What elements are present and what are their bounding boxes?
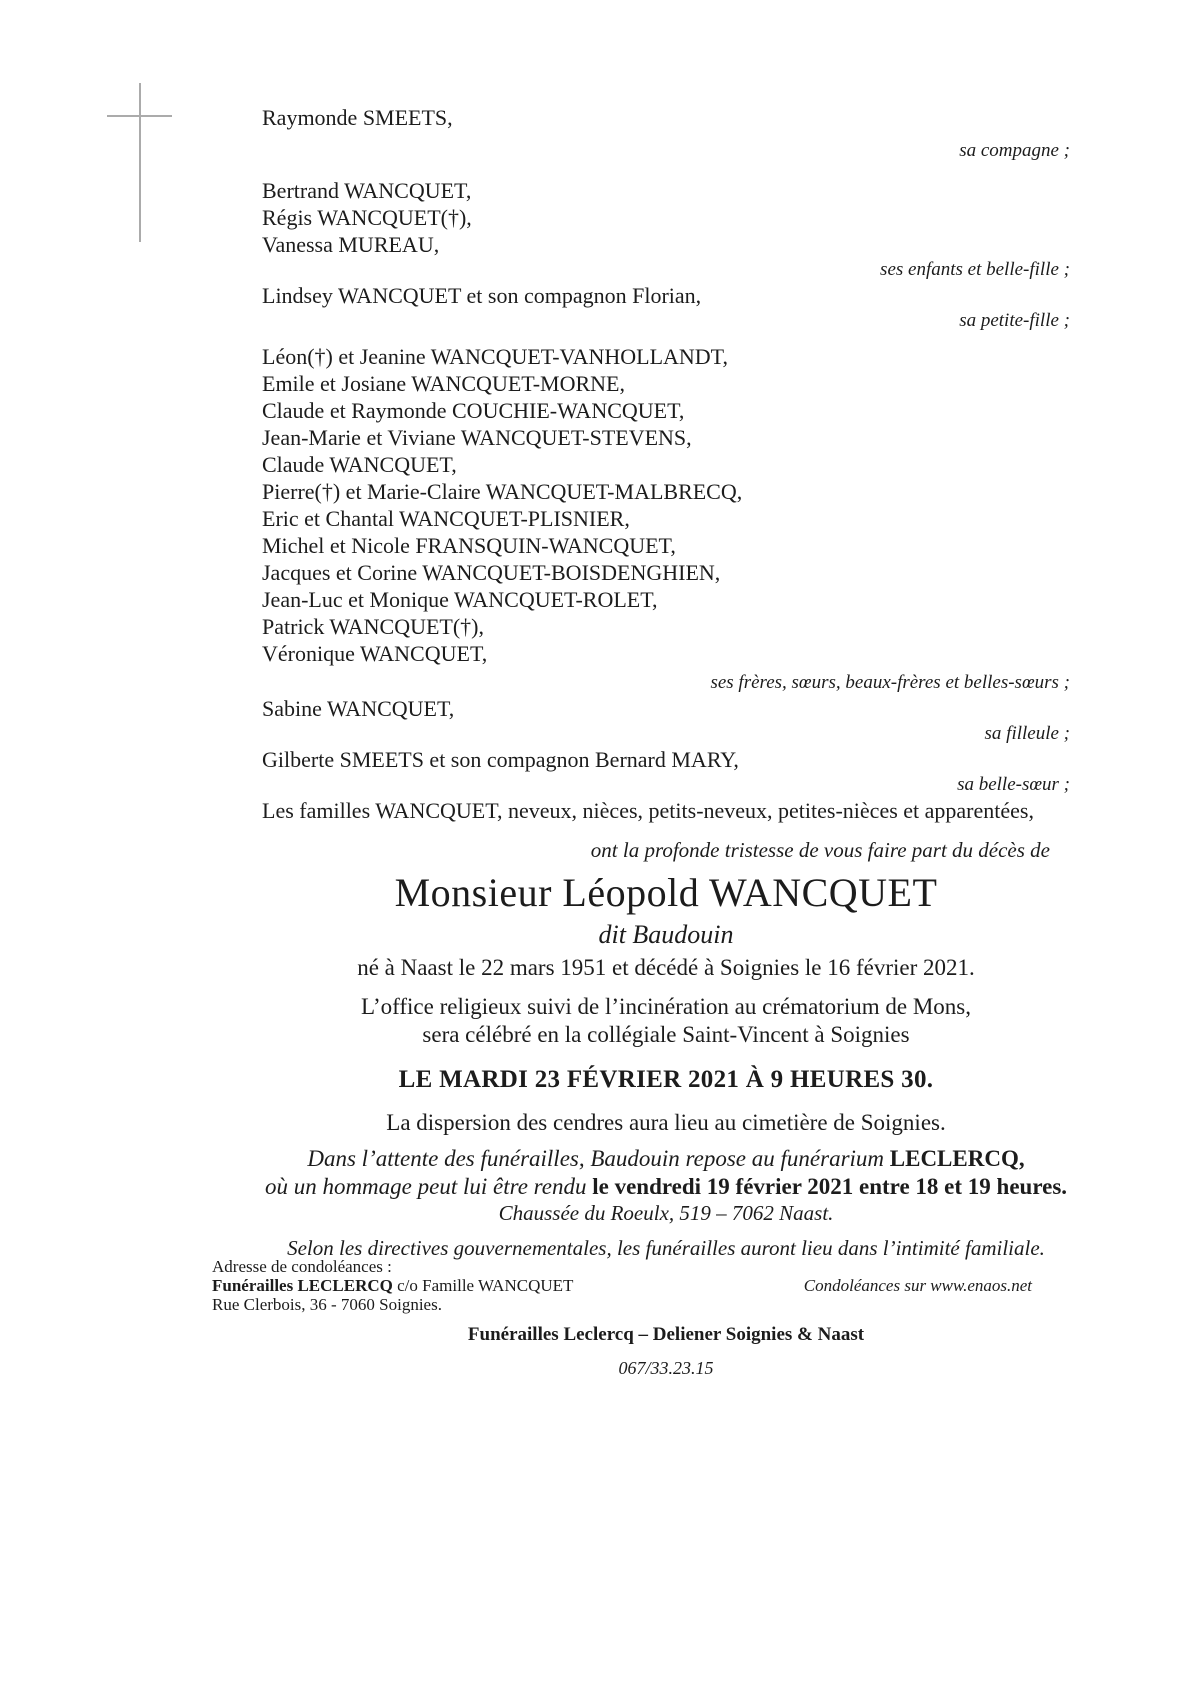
condolences-co-family: c/o Famille WANCQUET bbox=[392, 1276, 574, 1295]
funeral-company-name: Funérailles Leclercq – Deliener Soignies & Naast bbox=[467, 1324, 865, 1345]
condolences-address-row bbox=[212, 1276, 1070, 1295]
mourner-name: Patrick WANCQUET(†), bbox=[262, 614, 484, 639]
condolences-home-name: Funérailles LECLERCQ bbox=[212, 1276, 393, 1295]
mourner-name: Pierre(†) et Marie-Claire WANCQUET-MALBRECQ, bbox=[262, 479, 743, 504]
deceased-life-dates: né à Naast le 22 mars 1951 et décédé à Soignies le 16 février 2021. bbox=[357, 955, 975, 980]
mourner-name: Jean-Luc et Monique WANCQUET-ROLET, bbox=[262, 587, 658, 612]
relation-label: ses enfants et belle-fille ; bbox=[880, 259, 1070, 280]
mourner-name: Bertrand WANCQUET, bbox=[262, 178, 472, 203]
mourner-name: Jean-Marie et Viviane WANCQUET-STEVENS, bbox=[262, 425, 692, 450]
relation-label: ses frères, sœurs, beaux-frères et belles-sœurs ; bbox=[710, 672, 1070, 693]
mourner-name: Eric et Chantal WANCQUET-PLISNIER, bbox=[262, 506, 630, 531]
service-datetime: LE MARDI 23 FÉVRIER 2021 À 9 HEURES 30. bbox=[398, 1066, 934, 1093]
service-description bbox=[262, 993, 1070, 1049]
relation-label: sa filleule ; bbox=[984, 723, 1070, 744]
mourner-name: Claude et Raymonde COUCHIE-WANCQUET, bbox=[262, 398, 685, 423]
vigil-datetime: le vendredi 19 février 2021 entre 18 et 19 heures. bbox=[592, 1174, 1068, 1199]
relation-label: sa petite-fille ; bbox=[959, 310, 1070, 331]
government-directive-line: Selon les directives gouvernementales, les funérailles auront lieu dans l’intimité familiale. bbox=[287, 1236, 1045, 1260]
mourner-group bbox=[262, 343, 1070, 695]
mourner-name: Claude WANCQUET, bbox=[262, 452, 457, 477]
service-line-2: sera célébré en la collégiale Saint-Vincent à Soignies bbox=[422, 1022, 910, 1047]
mourner-name: Véronique WANCQUET, bbox=[262, 641, 488, 666]
online-condolences-link: Condoléances sur www.enaos.net bbox=[803, 1276, 1032, 1295]
obituary-content bbox=[262, 104, 1070, 1379]
vigil-funeral-home-name: LECLERCQ, bbox=[889, 1146, 1025, 1171]
mourner-name: Léon(†) et Jeanine WANCQUET-VANHOLLANDT, bbox=[262, 344, 728, 369]
condolences-address-line bbox=[212, 1276, 573, 1295]
mourner-name: Jacques et Corine WANCQUET-BOISDENGHIEN, bbox=[262, 560, 721, 585]
relation-label: sa compagne ; bbox=[959, 140, 1070, 161]
condolences-block bbox=[212, 1257, 1070, 1314]
relation-label: sa belle-sœur ; bbox=[957, 774, 1070, 795]
condolences-street-address: Rue Clerbois, 36 - 7060 Soignies. bbox=[212, 1295, 442, 1314]
funeral-company-phone: 067/33.23.15 bbox=[618, 1358, 714, 1378]
ashes-dispersion-line: La dispersion des cendres aura lieu au cimetière de Soignies. bbox=[386, 1110, 946, 1135]
vigil-line-2 bbox=[262, 1173, 1070, 1201]
service-line-1: L’office religieux suivi de l’incinération au crématorium de Mons, bbox=[361, 994, 971, 1019]
deceased-alias: dit Baudouin bbox=[598, 920, 734, 949]
vigil-line-2-text: où un hommage peut lui être rendu bbox=[264, 1174, 593, 1199]
vigil-address: Chaussée du Roeulx, 519 – 7062 Naast. bbox=[498, 1201, 834, 1225]
mourner-name: Gilberte SMEETS et son compagnon Bernard MARY, bbox=[262, 747, 739, 772]
condolences-heading: Adresse de condoléances : bbox=[212, 1257, 392, 1276]
mourner-name: Vanessa MUREAU, bbox=[262, 232, 440, 257]
deceased-name: Monsieur Léopold WANCQUET bbox=[394, 870, 938, 915]
mourner-name: Régis WANCQUET(†), bbox=[262, 205, 472, 230]
vigil-line-1-text: Dans l’attente des funérailles, Baudouin repose au funérarium bbox=[307, 1146, 890, 1171]
mourner-name: Sabine WANCQUET, bbox=[262, 696, 455, 721]
mourner-name: Michel et Nicole FRANSQUIN-WANCQUET, bbox=[262, 533, 676, 558]
mourner-name: Lindsey WANCQUET et son compagnon Florian, bbox=[262, 283, 702, 308]
vigil-info bbox=[262, 1145, 1070, 1226]
mourner-group bbox=[262, 177, 1070, 282]
families-line: Les familles WANCQUET, neveux, nièces, petits-neveux, petites-nièces et apparentées, bbox=[262, 798, 1034, 823]
announcement-line: ont la profonde tristesse de vous faire part du décès de bbox=[590, 838, 1050, 862]
vigil-line-1 bbox=[262, 1145, 1070, 1173]
mourner-name: Emile et Josiane WANCQUET-MORNE, bbox=[262, 371, 625, 396]
mourner-name: Raymonde SMEETS, bbox=[262, 105, 453, 130]
